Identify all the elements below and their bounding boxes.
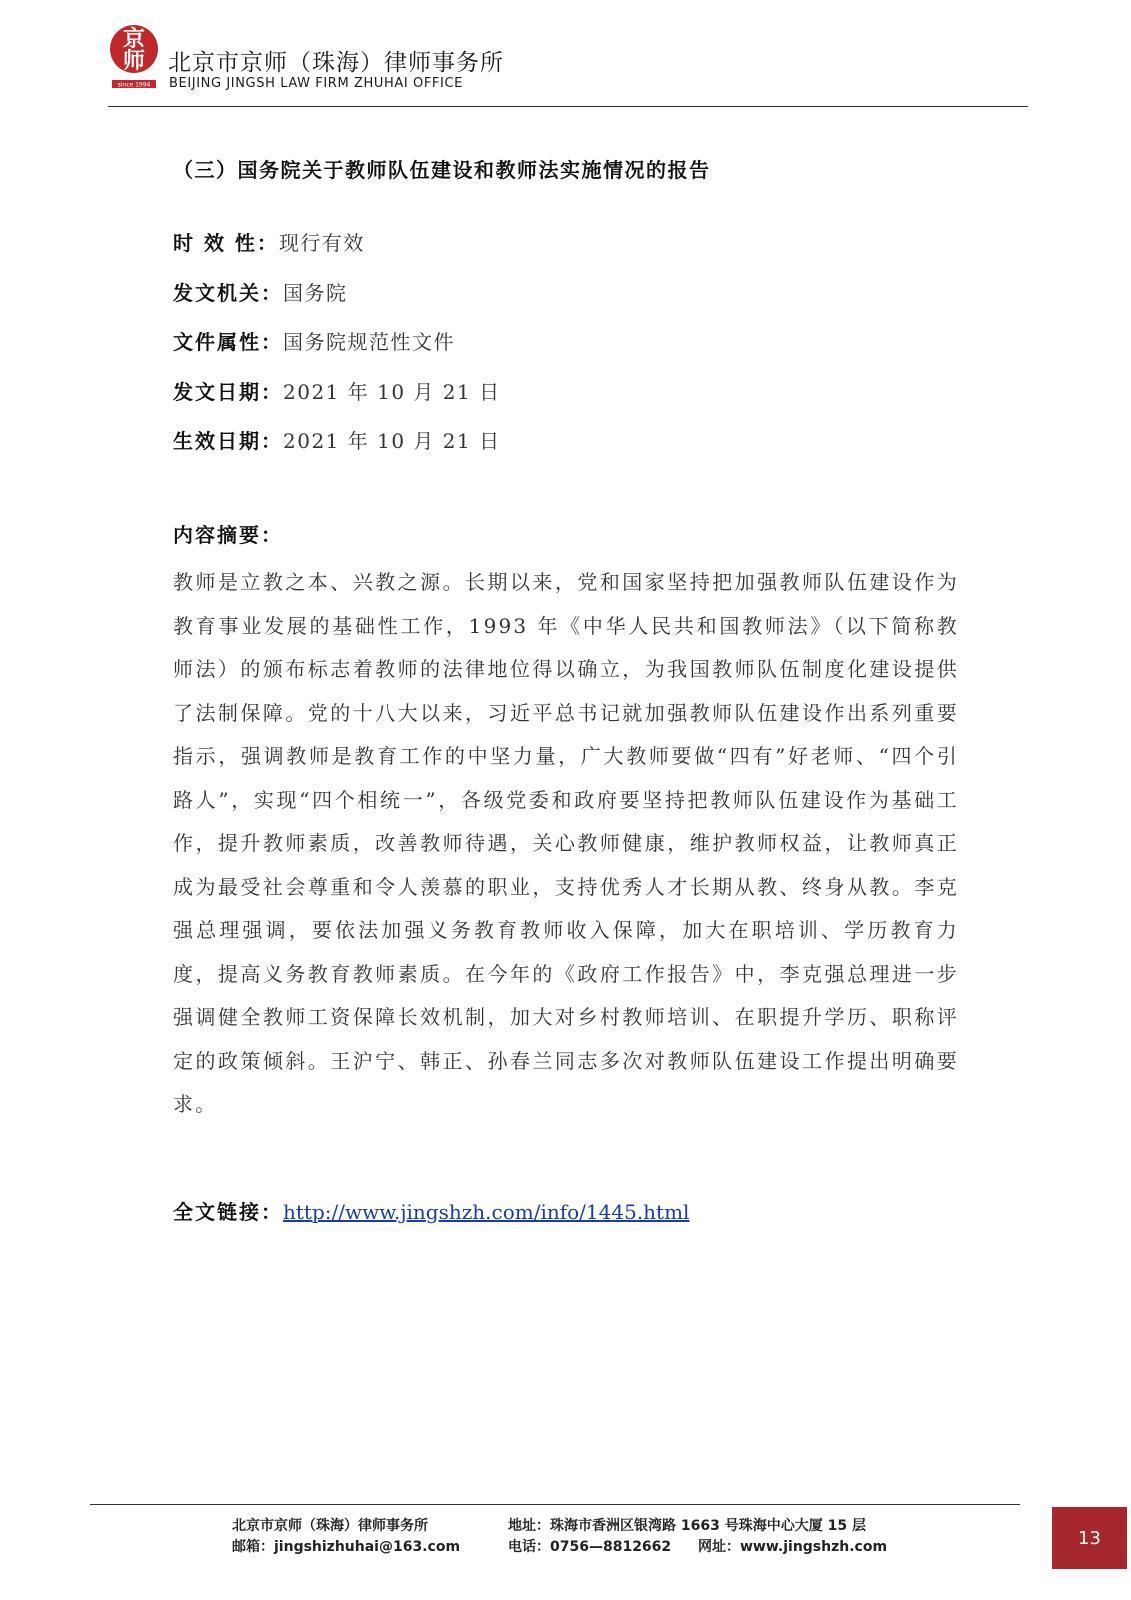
footer-address: 地址：珠海市香洲区银湾路 1663 号珠海中心大厦 15 层: [508, 1518, 866, 1534]
metadata-list: [173, 229, 501, 477]
link-label: 全文链接：: [173, 1200, 283, 1224]
footer-phone: 电话：0756—8812662: [508, 1539, 672, 1555]
meta-row-doc-type: [173, 328, 501, 378]
full-text-link[interactable]: http://www.jingshzh.com/info/1445.html: [283, 1200, 690, 1224]
header-divider: [108, 106, 1028, 107]
meta-row-issuer: [173, 279, 501, 329]
footer-email: 邮箱：jingshizhuhai@163.com: [232, 1539, 461, 1555]
page-header: [108, 22, 1028, 110]
section-title: （三）国务院关于教师队伍建设和教师法实施情况的报告: [173, 158, 711, 182]
page-number-badge: [1052, 1507, 1127, 1569]
logo-char-1: 京: [122, 27, 146, 52]
meta-value: 2021 年 10 月 21 日: [283, 429, 501, 453]
full-text-link-row: [173, 1196, 689, 1225]
logo-char-2: 师: [122, 49, 146, 74]
meta-row-validity: [173, 229, 501, 279]
footer-divider: [90, 1504, 1020, 1505]
footer-website: 网址：www.jingshzh.com: [698, 1539, 888, 1555]
meta-value: 国务院: [283, 280, 348, 305]
meta-label: 时 效 性：: [173, 231, 279, 255]
meta-label: 发文机关：: [173, 280, 283, 305]
firm-name-cn: 北京市京师（珠海）律师事务所: [168, 50, 504, 76]
firm-logo: [108, 22, 160, 92]
summary-text: 教师是立教之本、兴教之源。长期以来，党和国家坚持把加强教师队伍建设作为教育事业发展的基础性工作，1993 年《中华人民共和国教师法》（以下简称教师法）的颁布标志着教师的法律地位得以确立，为我国教师队伍制度化建设提供了法制保障。党的十八大以来，习近平总书记就加强教师队伍建设作出系列重要指示，强调教师是教育工作的中坚力量，广大教师要做“四有”好老师、“四个引路人”，实现“四个相统一”，各级党委和政府要坚持把教师队伍建设作为基础工作，提升教师素质，改善教师待遇，关心教师健康，维护教师权益，让教师真正成为最受社会尊重和令人羡慕的职业，支持优秀人才长期从教、终身从教。李克强总理强调，要依法加强义务教育教师收入保障，加大在职培训、学历教育力度，提高义务教育教师素质。在今年的《政府工作报告》中，李克强总理进一步强调健全教师工资保障长效机制，加大对乡村教师培训、在职提升学历、职称评定的政策倾斜。王沪宁、韩正、孙春兰同志多次对教师队伍建设工作提出明确要求。: [173, 570, 959, 1116]
meta-row-effective-date: [173, 427, 501, 477]
summary-heading: 内容摘要：: [173, 523, 283, 547]
footer-firm-name: 北京市京师（珠海）律师事务所: [232, 1518, 428, 1534]
meta-label: 文件属性：: [173, 330, 283, 354]
meta-label: 发文日期：: [173, 379, 283, 404]
page-number: 13: [1078, 1527, 1101, 1549]
meta-value: 2021 年 10 月 21 日: [283, 379, 501, 404]
firm-name-en: BEIJING JINGSH LAW FIRM ZHUHAI OFFICE: [169, 76, 463, 91]
meta-value: 国务院规范性文件: [283, 330, 455, 354]
meta-row-issue-date: [173, 378, 501, 428]
meta-value: 现行有效: [278, 231, 365, 255]
logo-caption: since 1994: [117, 81, 151, 89]
meta-label: 生效日期：: [173, 429, 283, 453]
